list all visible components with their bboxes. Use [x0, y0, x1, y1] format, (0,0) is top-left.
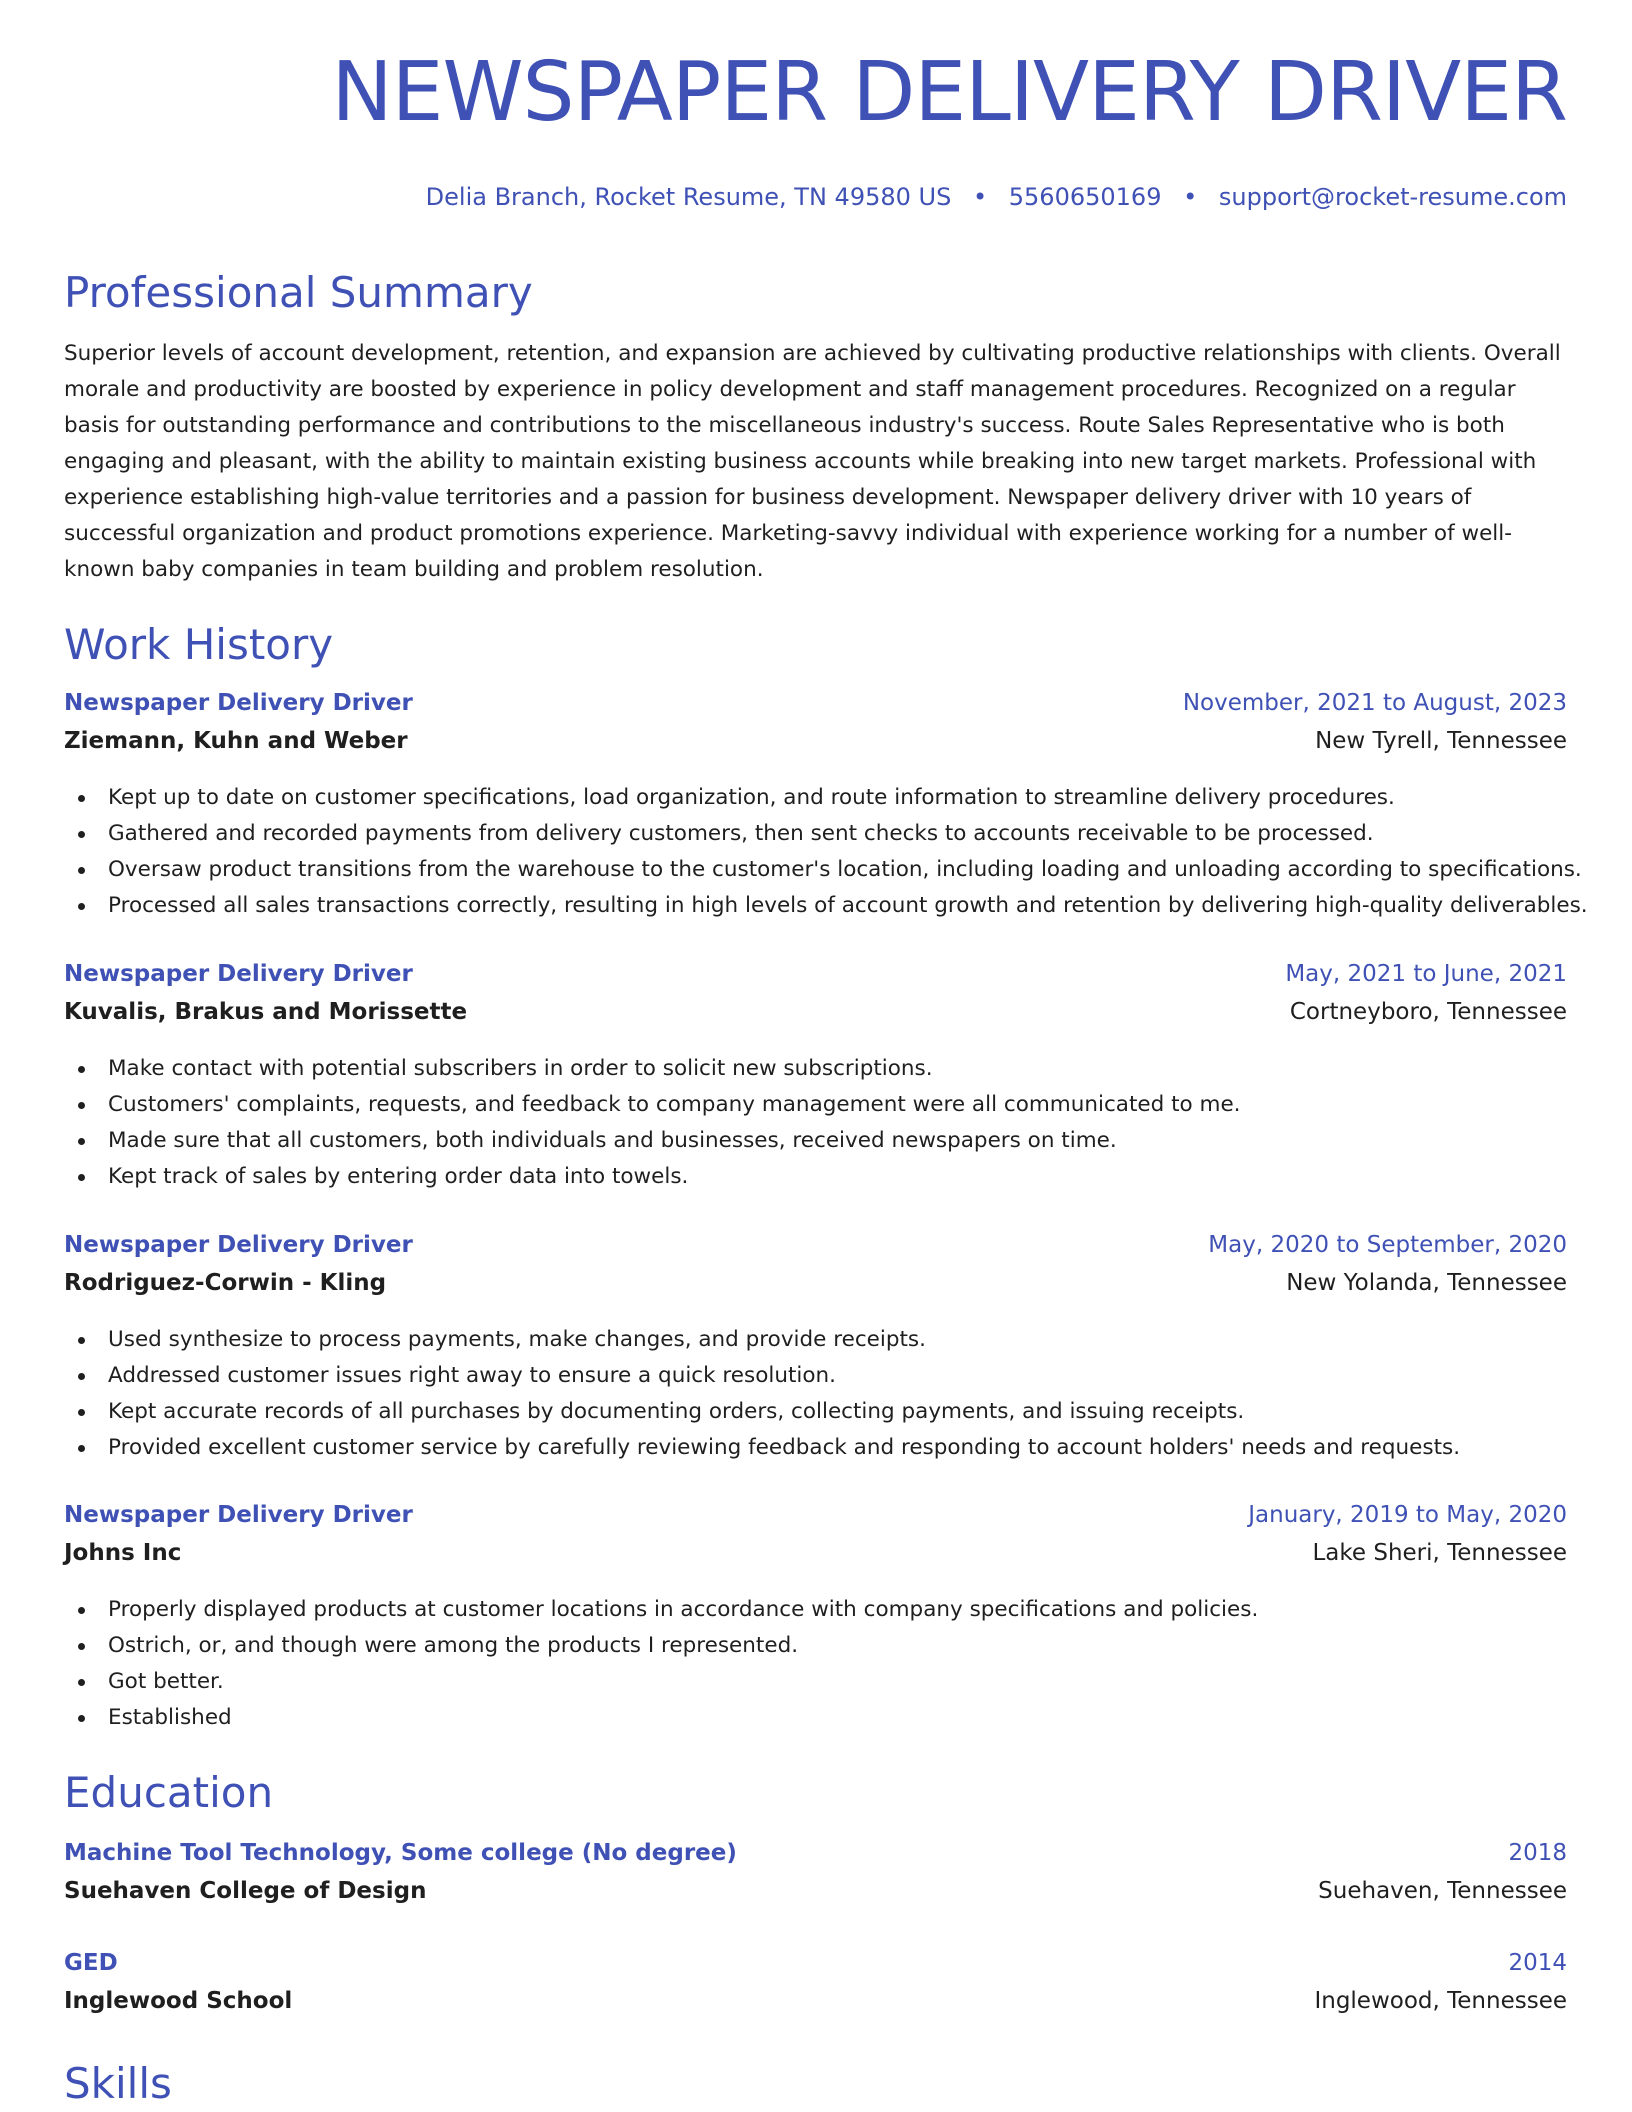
education-school: Inglewood School — [64, 1988, 293, 2014]
bullet-icon — [78, 1066, 85, 1073]
job-location: Cortneyboro, Tennessee — [1289, 999, 1567, 1025]
job-employer-row — [64, 1540, 1567, 1578]
bullet-icon — [78, 1102, 85, 1109]
job-location: Lake Sheri, Tennessee — [1312, 1540, 1567, 1566]
job-title-row — [64, 961, 1567, 999]
job-employer: Rodriguez-Corwin - Kling — [64, 1270, 387, 1296]
list-item — [64, 1430, 1567, 1466]
bullet-text: Kept track of sales by entering order data into towels. — [108, 1164, 689, 1189]
education-entry — [64, 1950, 1567, 2026]
job-employer-row — [64, 1270, 1567, 1308]
list-item — [64, 1664, 1567, 1700]
list-item — [64, 1700, 1567, 1736]
list-item — [64, 1322, 1567, 1358]
list-item — [64, 1159, 1567, 1195]
list-item — [64, 1087, 1567, 1123]
job-employer: Kuvalis, Brakus and Morissette — [64, 999, 468, 1025]
list-item — [64, 888, 1588, 924]
job-employer-row — [64, 999, 1567, 1037]
education-year: 2014 — [1508, 1950, 1567, 1976]
bullet-icon — [78, 1643, 85, 1650]
job-role: Newspaper Delivery Driver — [64, 690, 413, 716]
job-dates: May, 2021 to June, 2021 — [1285, 961, 1567, 987]
bullet-icon — [78, 1138, 85, 1145]
list-item — [64, 780, 1567, 816]
job-entry — [64, 690, 1588, 924]
job-bullet-list — [64, 780, 1588, 924]
bullet-text: Got better. — [108, 1669, 224, 1694]
job-employer: Ziemann, Kuhn and Weber — [64, 728, 408, 754]
section-title-education: Education — [64, 1768, 274, 1817]
section-title-summary: Professional Summary — [64, 268, 533, 317]
bullet-icon — [78, 1445, 85, 1452]
section-title-skills: Skills — [64, 2059, 172, 2108]
bullet-text: Properly displayed products at customer locations in accordance with company specifications and policies. — [108, 1597, 1259, 1622]
bullet-icon — [78, 1715, 85, 1722]
job-title-row — [64, 1232, 1567, 1270]
job-location: New Tyrell, Tennessee — [1315, 728, 1567, 754]
job-role: Newspaper Delivery Driver — [64, 961, 413, 987]
education-entry — [64, 1840, 1567, 1916]
section-title-work-history: Work History — [64, 620, 334, 669]
bullet-icon — [78, 831, 85, 838]
education-school: Suehaven College of Design — [64, 1878, 427, 1904]
contact-line — [426, 183, 1567, 211]
list-item — [64, 1394, 1567, 1430]
bullet-text: Oversaw product transitions from the warehouse to the customer's location, including loading and unloading according to specifications. — [108, 857, 1582, 882]
education-degree-row — [64, 1950, 1567, 1988]
contact-phone: 5560650169 — [1008, 183, 1162, 211]
bullet-text: Make contact with potential subscribers in order to solicit new subscriptions. — [108, 1056, 933, 1081]
list-item — [64, 1358, 1567, 1394]
summary-text: Superior levels of account development, retention, and expansion are achieved by cultivating productive relationships with clients. Overall morale and productivity are boosted by experience in policy development and staff management procedures. Recognized on a regular basis for outstanding performance and contributions to the miscellaneous industry's success. Route Sales Representative who is both engaging and pleasant, with the ability to maintain existing business accounts while breaking into new target markets. Professional with experience establishing high-value territories and a passion for business development. Newspaper delivery driver with 10 years of successful organization and product promotions experience. Marketing-savvy individual with experience working for a number of well-known baby companies in team building and problem resolution. — [64, 341, 1561, 582]
education-degree-row — [64, 1840, 1567, 1878]
education-degree: Machine Tool Technology, Some college (No degree) — [64, 1840, 737, 1866]
job-bullet-list — [64, 1592, 1567, 1736]
job-dates: May, 2020 to September, 2020 — [1208, 1232, 1567, 1258]
bullet-icon — [78, 1409, 85, 1416]
bullet-text: Ostrich, or, and though were among the products I represented. — [108, 1633, 799, 1658]
bullet-text: Customers' complaints, requests, and feedback to company management were all communicated to me. — [108, 1092, 1241, 1117]
bullet-text: Made sure that all customers, both individuals and businesses, received newspapers on time. — [108, 1128, 1117, 1153]
education-location: Suehaven, Tennessee — [1318, 1878, 1567, 1904]
job-entry — [64, 1502, 1567, 1736]
contact-separator: • — [972, 183, 988, 211]
job-location: New Yolanda, Tennessee — [1286, 1270, 1567, 1296]
job-bullet-list — [64, 1051, 1567, 1195]
job-dates: January, 2019 to May, 2020 — [1248, 1502, 1567, 1528]
job-entry — [64, 961, 1567, 1195]
job-employer-row — [64, 728, 1567, 766]
list-item — [64, 1628, 1567, 1664]
bullet-icon — [78, 1337, 85, 1344]
bullet-icon — [78, 795, 85, 802]
list-item — [64, 1592, 1567, 1628]
education-year: 2018 — [1508, 1840, 1567, 1866]
contact-separator: • — [1183, 183, 1198, 211]
contact-email: support@rocket-resume.com — [1218, 183, 1567, 211]
bullet-text: Kept up to date on customer specifications, load organization, and route information to streamline delivery procedures. — [108, 785, 1395, 810]
job-role: Newspaper Delivery Driver — [64, 1502, 413, 1528]
bullet-text: Gathered and recorded payments from delivery customers, then sent checks to accounts receivable to be processed. — [108, 821, 1374, 846]
job-title-row — [64, 1502, 1567, 1540]
list-item — [64, 816, 1567, 852]
job-role: Newspaper Delivery Driver — [64, 1232, 413, 1258]
bullet-text: Used synthesize to process payments, make changes, and provide receipts. — [108, 1327, 926, 1352]
education-degree: GED — [64, 1950, 118, 1976]
bullet-text: Kept accurate records of all purchases by documenting orders, collecting payments, and issuing receipts. — [108, 1399, 1245, 1424]
bullet-text: Addressed customer issues right away to ensure a quick resolution. — [108, 1363, 836, 1388]
job-title-row — [64, 690, 1567, 728]
bullet-icon — [78, 903, 85, 910]
education-school-row — [64, 1878, 1567, 1916]
job-entry — [64, 1232, 1567, 1466]
bullet-text: Processed all sales transactions correctly, resulting in high levels of account growth and retention by delivering high-quality deliverables. — [108, 893, 1588, 918]
education-school-row — [64, 1988, 1567, 2026]
bullet-text: Provided excellent customer service by carefully reviewing feedback and responding to account holders' needs and requests. — [108, 1435, 1461, 1460]
bullet-text: Established — [108, 1705, 232, 1730]
education-location: Inglewood, Tennessee — [1314, 1988, 1567, 2014]
job-bullet-list — [64, 1322, 1567, 1466]
bullet-icon — [78, 1373, 85, 1380]
list-item — [64, 1051, 1567, 1087]
list-item — [64, 1123, 1567, 1159]
contact-address: Delia Branch, Rocket Resume, TN 49580 US — [425, 183, 952, 211]
job-dates: November, 2021 to August, 2023 — [1182, 690, 1567, 716]
resume-name-title: NEWSPAPER DELIVERY DRIVER — [331, 45, 1567, 140]
bullet-icon — [78, 1679, 85, 1686]
bullet-icon — [78, 1607, 85, 1614]
bullet-icon — [78, 867, 85, 874]
bullet-icon — [78, 1174, 85, 1181]
job-employer: Johns Inc — [64, 1540, 182, 1566]
list-item — [64, 852, 1582, 888]
